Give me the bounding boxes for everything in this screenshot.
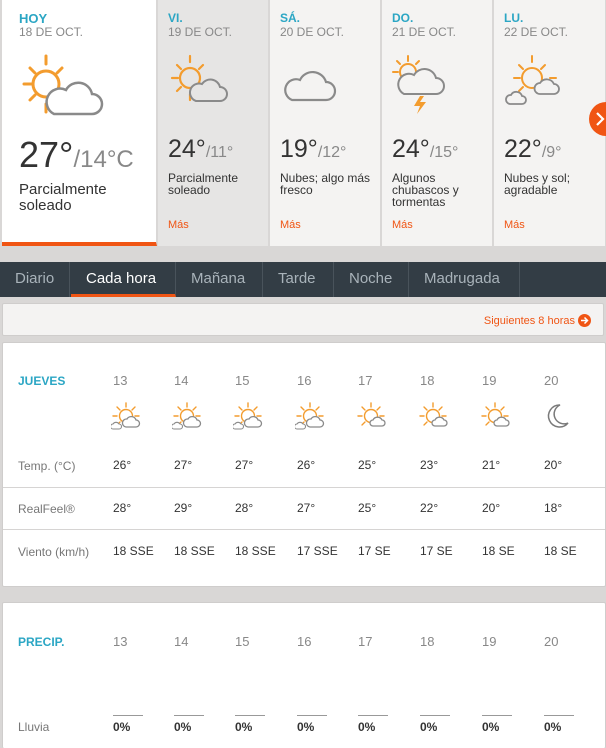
- temp-value: 26°: [297, 458, 316, 472]
- hour-label: 18: [420, 373, 435, 388]
- row-divider: [3, 487, 605, 488]
- sunny-icon: [480, 401, 510, 436]
- hour-label: 14: [174, 373, 189, 388]
- temp-value: 27°: [235, 458, 254, 472]
- realfeel-value: 29°: [174, 501, 193, 515]
- more-link[interactable]: Más: [392, 219, 413, 231]
- next-hours-link[interactable]: Siguientes 8 horas: [483, 315, 575, 327]
- hourly-panel: [2, 342, 606, 587]
- temp-value: 27°: [174, 458, 193, 472]
- low-temp: /9°: [541, 144, 562, 161]
- hour-label: 13: [113, 373, 128, 388]
- temp-value: 21°: [482, 458, 501, 472]
- precip-label: PRECIP.: [18, 635, 65, 649]
- day-date: 22 DE OCT.: [504, 25, 569, 39]
- day-name: LU.: [504, 11, 524, 25]
- rain-bar: [420, 715, 450, 716]
- next-hours-bar: [2, 303, 604, 336]
- high-temp: 19°: [280, 135, 318, 163]
- partly-sunny-icon: [111, 401, 141, 436]
- low-temp: /14°C: [73, 146, 134, 173]
- wind-value: 18 SE: [544, 544, 577, 558]
- tab-diario[interactable]: Diario: [0, 262, 70, 297]
- wind-value: 18 SE: [482, 544, 515, 558]
- day-card-sunday[interactable]: [382, 0, 493, 246]
- tab-noche[interactable]: Noche: [334, 262, 409, 297]
- day-temps: [392, 135, 458, 164]
- wind-value: 17 SE: [358, 544, 391, 558]
- precip-panel: [2, 602, 606, 748]
- tab-cada-hora[interactable]: Cada hora: [71, 262, 176, 297]
- rain-bar: [235, 715, 265, 716]
- day-date: 21 DE OCT.: [392, 25, 457, 39]
- day-date: 20 DE OCT.: [280, 25, 345, 39]
- more-link[interactable]: Más: [168, 219, 189, 231]
- moon-icon: [542, 401, 572, 436]
- high-temp: 24°: [392, 135, 430, 163]
- day-card-friday[interactable]: [158, 0, 269, 246]
- hour-label: 18: [420, 634, 435, 649]
- rain-bar: [358, 715, 388, 716]
- day-temps: [19, 134, 134, 176]
- realfeel-value: 18°: [544, 501, 563, 515]
- wind-value: 17 SE: [420, 544, 453, 558]
- partly-sunny-icon: [233, 401, 263, 436]
- more-link[interactable]: Más: [280, 219, 301, 231]
- thunderstorm-icon: [390, 54, 452, 121]
- more-link[interactable]: Más: [504, 219, 525, 231]
- hour-label: 19: [482, 373, 497, 388]
- partly-sunny-icon: [16, 54, 104, 125]
- rain-value: 0%: [174, 720, 192, 734]
- high-temp: 27°: [19, 134, 74, 175]
- partly-sunny-icon: [172, 401, 202, 436]
- day-temps: [504, 135, 562, 164]
- hourly-day-label: JUEVES: [18, 374, 66, 388]
- hour-label: 17: [358, 373, 373, 388]
- realfeel-value: 20°: [482, 501, 501, 515]
- realfeel-value: 28°: [235, 501, 254, 515]
- forecast-tabs: [0, 262, 606, 297]
- hour-label: 20: [544, 634, 559, 649]
- hour-label: 19: [482, 634, 497, 649]
- day-phrase: Nubes y sol; agradable: [504, 171, 571, 197]
- day-date: 18 DE OCT.: [19, 25, 84, 39]
- rain-label: Lluvia: [18, 720, 50, 734]
- wind-label: Viento (km/h): [18, 545, 90, 559]
- low-temp: /15°: [429, 144, 459, 161]
- hour-label: 15: [235, 373, 250, 388]
- day-name: SÁ.: [280, 11, 301, 25]
- hour-label: 20: [544, 373, 559, 388]
- rain-value: 0%: [235, 720, 253, 734]
- partly-sunny-icon: [295, 401, 325, 436]
- day-card-today[interactable]: [2, 0, 157, 246]
- rain-bar: [544, 715, 574, 716]
- sunny-icon: [418, 401, 448, 436]
- rain-bar: [482, 715, 512, 716]
- temp-value: 23°: [420, 458, 439, 472]
- realfeel-value: 28°: [113, 501, 132, 515]
- wind-value: 18 SSE: [113, 544, 154, 558]
- day-name: HOY: [19, 11, 48, 26]
- rain-value: 0%: [420, 720, 438, 734]
- day-name: VI.: [168, 11, 183, 25]
- day-temps: [168, 135, 233, 164]
- tab-madrugada[interactable]: Madrugada: [409, 262, 520, 297]
- realfeel-value: 25°: [358, 501, 377, 515]
- tab-tarde[interactable]: Tarde: [263, 262, 334, 297]
- day-date: 19 DE OCT.: [168, 25, 233, 39]
- temp-value: 20°: [544, 458, 563, 472]
- arrow-right-icon[interactable]: [578, 314, 591, 327]
- hour-label: 15: [235, 634, 250, 649]
- wind-value: 18 SSE: [235, 544, 276, 558]
- hour-label: 16: [297, 634, 312, 649]
- temp-value: 26°: [113, 458, 132, 472]
- day-phrase: Parcialmente soleado: [168, 171, 239, 197]
- hour-label: 14: [174, 634, 189, 649]
- partly-sunny-icon: [166, 54, 228, 111]
- rain-value: 0%: [297, 720, 315, 734]
- hour-label: 13: [113, 634, 128, 649]
- sunny-icon: [356, 401, 386, 436]
- rain-value: 0%: [358, 720, 376, 734]
- hour-label: 17: [358, 634, 373, 649]
- rain-value: 0%: [544, 720, 562, 734]
- day-phrase: Parcialmente soleado: [19, 181, 107, 214]
- chevron-right-icon: [595, 111, 605, 127]
- realfeel-value: 22°: [420, 501, 439, 515]
- cloud-icon: [278, 62, 340, 111]
- daily-forecast-strip: [0, 0, 606, 248]
- rain-bar: [297, 715, 327, 716]
- wind-value: 17 SSE: [297, 544, 338, 558]
- low-temp: /12°: [317, 144, 347, 161]
- wind-value: 18 SSE: [174, 544, 215, 558]
- high-temp: 22°: [504, 135, 542, 163]
- day-temps: [280, 135, 346, 164]
- realfeel-value: 27°: [297, 501, 316, 515]
- row-divider: [3, 529, 605, 530]
- temp-label: Temp. (°C): [18, 459, 76, 473]
- rain-value: 0%: [482, 720, 500, 734]
- rain-bar: [113, 715, 143, 716]
- low-temp: /11°: [205, 144, 234, 161]
- clouds-and-sun-icon: [502, 54, 564, 115]
- rain-value: 0%: [113, 720, 131, 734]
- hour-label: 16: [297, 373, 312, 388]
- day-phrase: Nubes; algo más fresco: [280, 171, 371, 197]
- realfeel-label: RealFeel®: [18, 502, 75, 516]
- rain-bar: [174, 715, 204, 716]
- high-temp: 24°: [168, 135, 206, 163]
- day-card-saturday[interactable]: [270, 0, 381, 246]
- tab-manana[interactable]: Mañana: [176, 262, 263, 297]
- temp-value: 25°: [358, 458, 377, 472]
- day-phrase: Algunos chubascos y tormentas: [392, 171, 459, 209]
- day-name: DO.: [392, 11, 414, 25]
